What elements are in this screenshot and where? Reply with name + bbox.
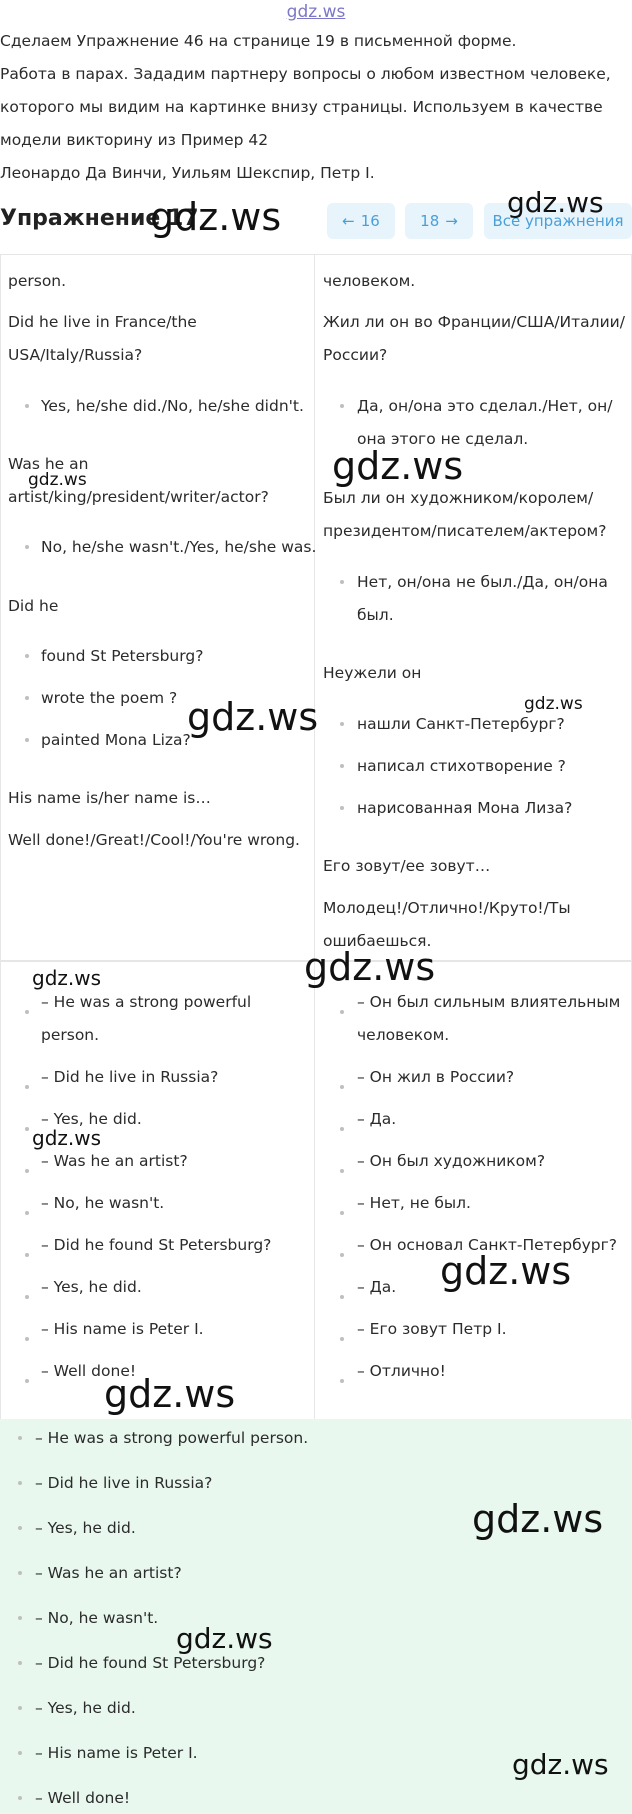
bullet-dot: [25, 1379, 29, 1383]
t1-right-line: президентом/писателем/актером?: [323, 522, 607, 540]
bullet-dot: [340, 764, 344, 768]
answer-line: – Did he found St Petersburg?: [35, 1654, 266, 1672]
t2-right-bullet: – Его зовут Петр I.: [357, 1320, 507, 1338]
watermark: gdz.ws: [187, 695, 319, 739]
t1-right-line: Был ли он художником/королем/: [323, 489, 594, 507]
t1-right-line: Жил ли он во Франции/США/Италии/: [323, 313, 625, 331]
t2-left-bullet: – No, he wasn't.: [41, 1194, 165, 1212]
bullet-dot: [25, 1169, 29, 1173]
t1-left-line: USA/Italy/Russia?: [8, 346, 143, 364]
answer-line: – His name is Peter I.: [35, 1744, 198, 1762]
t1-left-bullet: Yes, he/she did./No, he/she didn't.: [41, 397, 304, 415]
watermark: gdz.ws: [150, 195, 282, 239]
t2-right-bullet: – Он жил в России?: [357, 1068, 515, 1086]
bullet-dot: [340, 1211, 344, 1215]
watermark: gdz.ws: [28, 470, 87, 490]
t2-right-bullet: – Нет, не был.: [357, 1194, 471, 1212]
t2-right-bullet-cont: человеком.: [357, 1026, 450, 1044]
t1-left-line: person.: [8, 272, 67, 290]
bullet-dot: [18, 1481, 22, 1485]
bullet-dot: [25, 545, 29, 549]
bullet-dot: [340, 806, 344, 810]
bullet-dot: [18, 1751, 22, 1755]
bullet-dot: [340, 1010, 344, 1014]
t2-left-bullet: – Yes, he did.: [41, 1110, 142, 1128]
bullet-dot: [25, 1127, 29, 1131]
t1-left-line: His name is/her name is…: [8, 789, 211, 807]
t1-right-bullet: Нет, он/она не был./Да, он/она: [357, 573, 608, 591]
bullet-dot: [25, 1211, 29, 1215]
answer-line: – Well done!: [35, 1789, 131, 1807]
bullet-dot: [25, 404, 29, 408]
bullet-dot: [18, 1661, 22, 1665]
bullet-dot: [340, 1253, 344, 1257]
t1-left-line: artist/king/president/writer/actor?: [8, 488, 269, 506]
t1-right-bullet-cont: она этого не сделал.: [357, 430, 529, 448]
t1-left-bullet: wrote the poem ?: [41, 689, 178, 707]
t2-left-bullet: – Yes, he did.: [41, 1278, 142, 1296]
bullet-dot: [340, 580, 344, 584]
bullet-dot: [25, 696, 29, 700]
bullet-dot: [25, 1337, 29, 1341]
watermark: gdz.ws: [332, 444, 464, 488]
t2-left-bullet: – Did he live in Russia?: [41, 1068, 219, 1086]
t2-left-bullet: – His name is Peter I.: [41, 1320, 204, 1338]
watermark: gdz.ws: [304, 945, 436, 989]
bullet-dot: [18, 1436, 22, 1440]
t1-right-bullet-cont: был.: [357, 606, 394, 624]
bullet-dot: [25, 654, 29, 658]
intro-line-1: Сделаем Упражнение 46 на странице 19 в письменной форме.: [0, 32, 517, 50]
arrow-left-icon: ←: [342, 212, 355, 230]
answer-line: – Yes, he did.: [35, 1519, 136, 1537]
bullet-dot: [25, 738, 29, 742]
t2-left-bullet: – Was he an artist?: [41, 1152, 188, 1170]
bullet-dot: [25, 1010, 29, 1014]
intro-line-4: модели викторину из Пример 42: [0, 131, 269, 149]
answer-line: – No, he wasn't.: [35, 1609, 159, 1627]
t1-right-line: Неужели он: [323, 664, 422, 682]
bullet-dot: [25, 1253, 29, 1257]
t2-right-bullet: – Он был художником?: [357, 1152, 546, 1170]
t1-right-bullet: Да, он/она это сделал./Нет, он/: [357, 397, 613, 415]
bullet-dot: [18, 1796, 22, 1800]
t1-left-line: Well done!/Great!/Cool!/You're wrong.: [8, 831, 300, 849]
t2-right-bullet: – Отлично!: [357, 1362, 446, 1380]
intro-line-5: Леонардо Да Винчи, Уильям Шекспир, Петр I.: [0, 164, 375, 182]
bullet-dot: [340, 1379, 344, 1383]
watermark: gdz.ws: [176, 1622, 273, 1655]
bullet-dot: [340, 1337, 344, 1341]
exercise-heading: Упражнение 17: [0, 206, 199, 231]
answer-line: – Yes, he did.: [35, 1699, 136, 1717]
t2-right-bullet: – Да.: [357, 1278, 397, 1296]
t2-left-bullet: – Did he found St Petersburg?: [41, 1236, 272, 1254]
watermark: gdz.ws: [104, 1372, 236, 1416]
t2-left-bullet-cont: person.: [41, 1026, 100, 1044]
answer-line: – He was a strong powerful person.: [35, 1429, 309, 1447]
t1-right-line: человеком.: [323, 272, 416, 290]
t1-left-line: Did he: [8, 597, 59, 615]
watermark: gdz.ws: [524, 694, 583, 714]
t1-left-bullet: found St Petersburg?: [41, 647, 204, 665]
t2-left-bullet: – He was a strong powerful: [41, 993, 252, 1011]
arrow-right-icon: →: [445, 212, 458, 230]
watermark: gdz.ws: [32, 966, 102, 990]
bullet-dot: [340, 722, 344, 726]
watermark: gdz.ws: [472, 1497, 604, 1541]
bullet-dot: [18, 1616, 22, 1620]
t2-right-bullet: – Он основал Санкт-Петербург?: [357, 1236, 618, 1254]
t1-left-bullet: painted Mona Liza?: [41, 731, 191, 749]
next-exercise-button[interactable]: [405, 203, 473, 239]
t2-left-bullet: – Well done!: [41, 1362, 137, 1380]
bullet-dot: [340, 404, 344, 408]
t1-right-line: ошибаешься.: [323, 932, 432, 950]
answer-line: – Did he live in Russia?: [35, 1474, 213, 1492]
watermark: gdz.ws: [440, 1249, 572, 1293]
watermark: gdz.ws: [512, 1748, 609, 1781]
bullet-dot: [340, 1295, 344, 1299]
prev-exercise-label: 16: [360, 212, 380, 230]
t1-left-line: Did he live in France/the: [8, 313, 197, 331]
bullet-dot: [25, 1295, 29, 1299]
bullet-dot: [340, 1127, 344, 1131]
bullet-dot: [18, 1571, 22, 1575]
t1-right-line: России?: [323, 346, 388, 364]
watermark: gdz.ws: [32, 1126, 102, 1150]
t1-right-line: Молодец!/Отлично!/Круто!/Ты: [323, 899, 571, 917]
site-logo-link[interactable]: gdz.ws: [286, 2, 346, 22]
bullet-dot: [18, 1526, 22, 1530]
all-exercises-label: Все упражнения: [492, 212, 624, 230]
t1-right-bullet: нашли Санкт-Петербург?: [357, 715, 565, 733]
bullet-dot: [340, 1085, 344, 1089]
t1-right-line: Его зовут/ее зовут…: [323, 857, 491, 875]
bullet-dot: [25, 1085, 29, 1089]
watermark: gdz.ws: [507, 186, 604, 219]
bullet-dot: [18, 1706, 22, 1710]
bullet-dot: [340, 1169, 344, 1173]
t1-right-bullet: написал стихотворение ?: [357, 757, 566, 775]
next-exercise-label: 18: [420, 212, 440, 230]
t1-left-line: Was he an: [8, 455, 89, 473]
intro-line-2: Работа в парах. Зададим партнеру вопросы о любом известном человеке,: [0, 65, 611, 83]
t2-right-bullet: – Да.: [357, 1110, 397, 1128]
t2-right-bullet: – Он был сильным влиятельным: [357, 993, 621, 1011]
answer-line: – Was he an artist?: [35, 1564, 182, 1582]
prev-exercise-button[interactable]: [327, 203, 395, 239]
t1-left-bullet: No, he/she wasn't./Yes, he/she was.: [41, 538, 317, 556]
intro-line-3: которого мы видим на картинке внизу страницы. Используем в качестве: [0, 98, 603, 116]
t1-right-bullet: нарисованная Мона Лиза?: [357, 799, 573, 817]
